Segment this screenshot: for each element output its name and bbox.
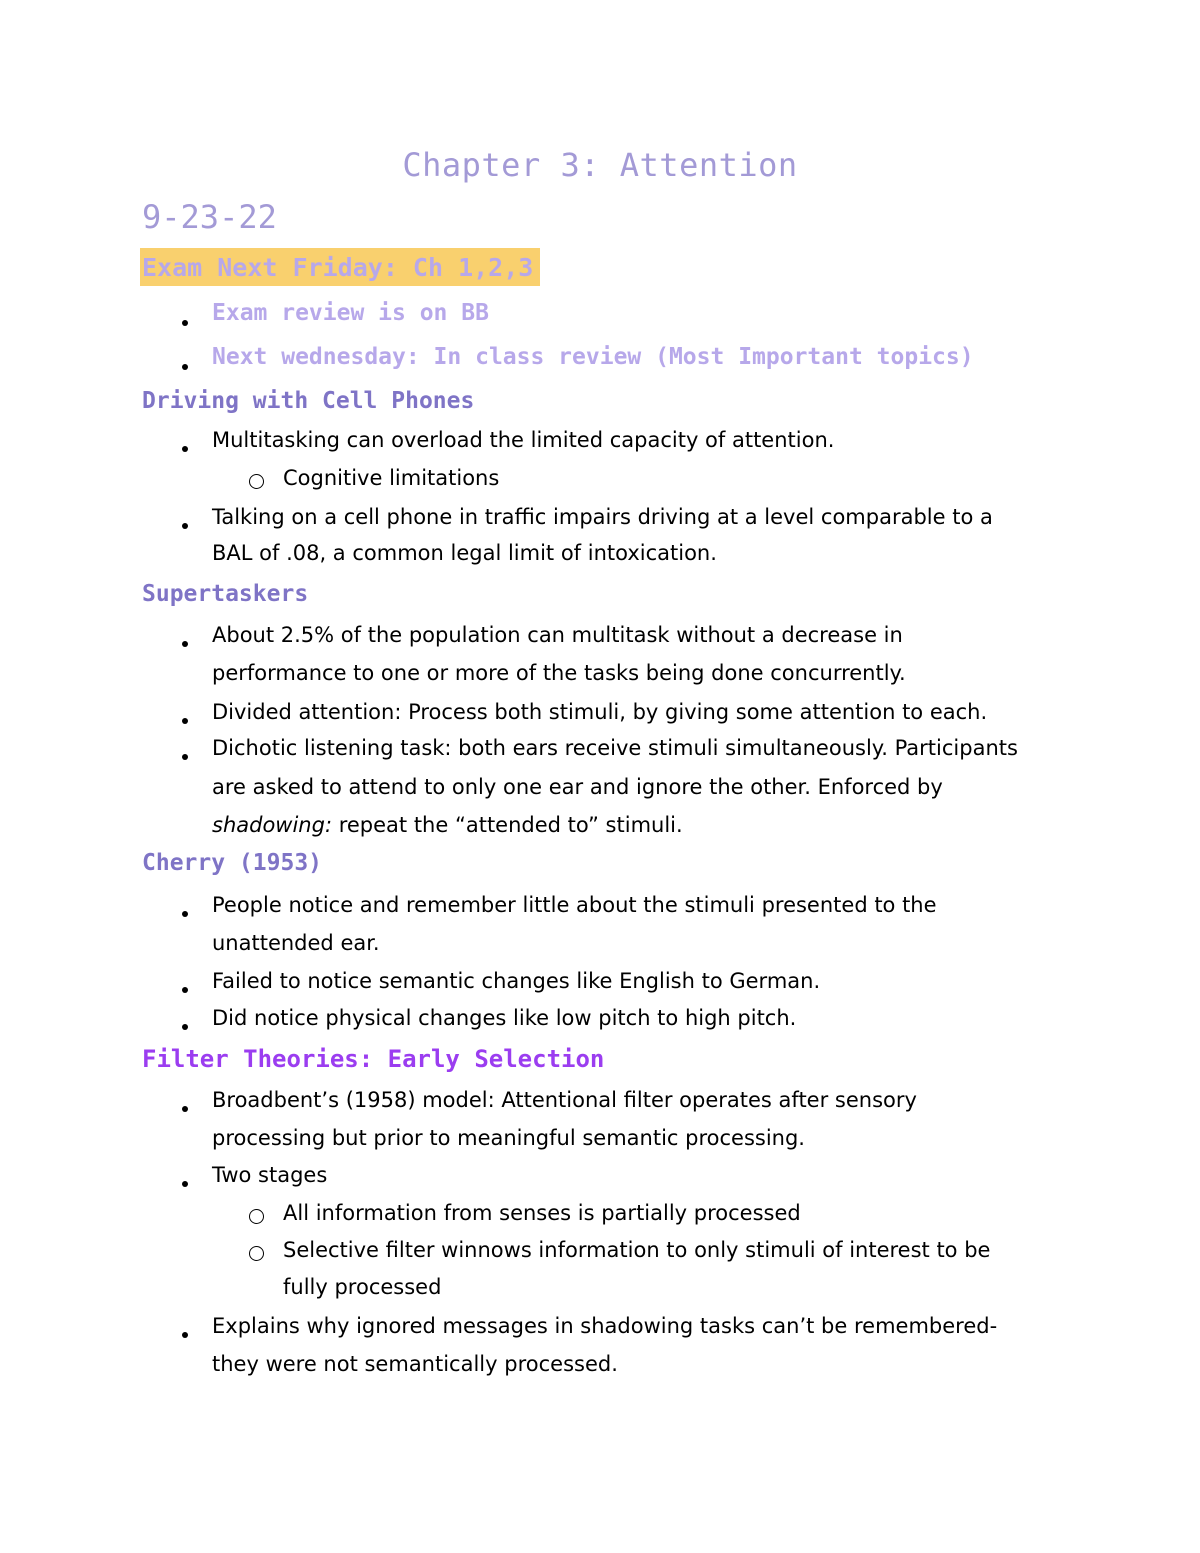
section-heading-cherry: Cherry (1953) xyxy=(142,850,323,876)
section-heading-driving: Driving with Cell Phones xyxy=(142,388,475,414)
bullet-icon xyxy=(182,320,188,326)
bullet-icon xyxy=(182,523,188,529)
list-item: Did notice physical changes like low pitch to high pitch. xyxy=(212,1006,797,1030)
list-item: Explains why ignored messages in shadowing tasks can’t be remembered- xyxy=(212,1314,998,1338)
list-item: Broadbent’s (1958) model: Attentional filter operates after sensory xyxy=(212,1088,917,1112)
list-item-continuation: performance to one or more of the tasks being done concurrently. xyxy=(212,661,906,685)
list-item-continuation: processing but prior to meaningful semantic processing. xyxy=(212,1126,805,1150)
bullet-icon xyxy=(182,1181,188,1187)
section-heading-supertaskers: Supertaskers xyxy=(142,581,309,607)
list-item-continuation: they were not semantically processed. xyxy=(212,1352,618,1376)
bullet-icon xyxy=(182,641,188,647)
date-heading: 9-23-22 xyxy=(142,198,277,236)
bullet-icon xyxy=(182,911,188,917)
list-item: Talking on a cell phone in traffic impairs driving at a level comparable to a xyxy=(212,505,993,529)
list-item-continuation: unattended ear. xyxy=(212,931,380,955)
bullet-icon xyxy=(182,987,188,993)
bullet-icon xyxy=(182,1106,188,1112)
list-item: People notice and remember little about the stimuli presented to the xyxy=(212,893,937,917)
hollow-bullet-icon xyxy=(249,474,264,489)
list-item-continuation: BAL of .08, a common legal limit of intoxication. xyxy=(212,541,717,565)
list-item: About 2.5% of the population can multitask without a decrease in xyxy=(212,623,903,647)
list-item: Two stages xyxy=(212,1163,328,1187)
hollow-bullet-icon xyxy=(249,1246,264,1261)
list-item: Divided attention: Process both stimuli, by giving some attention to each. xyxy=(212,700,988,724)
sub-list-item: Cognitive limitations xyxy=(283,466,500,490)
bullet-icon xyxy=(182,1332,188,1338)
sub-list-item: All information from senses is partially processed xyxy=(283,1201,801,1225)
bullet-icon xyxy=(182,364,188,370)
exam-item: Exam review is on BB xyxy=(212,300,489,326)
list-item: Multitasking can overload the limited capacity of attention. xyxy=(212,428,835,452)
list-item-continuation: are asked to attend to only one ear and ignore the other. Enforced by xyxy=(212,775,943,799)
sub-list-item-continuation: fully processed xyxy=(283,1275,442,1299)
bullet-icon xyxy=(182,754,188,760)
list-item: Dichotic listening task: both ears receive stimuli simultaneously. Participants xyxy=(212,736,1018,760)
bullet-icon xyxy=(182,446,188,452)
list-item: Failed to notice semantic changes like English to German. xyxy=(212,969,821,993)
list-item-continuation xyxy=(212,810,683,840)
sub-list-item: Selective filter winnows information to only stimuli of interest to be xyxy=(283,1238,991,1262)
bullet-icon xyxy=(182,1024,188,1030)
list-item-text: repeat the “attended to” stimuli. xyxy=(332,813,683,837)
italic-term: shadowing: xyxy=(212,813,333,837)
section-heading-filter-theories: Filter Theories: Early Selection xyxy=(142,1045,605,1073)
exam-highlight-banner: Exam Next Friday: Ch 1,2,3 xyxy=(140,248,540,286)
exam-item: Next wednesday: In class review (Most Important topics) xyxy=(212,344,974,370)
page-title: Chapter 3: Attention xyxy=(402,146,798,184)
bullet-icon xyxy=(182,718,188,724)
hollow-bullet-icon xyxy=(249,1209,264,1224)
